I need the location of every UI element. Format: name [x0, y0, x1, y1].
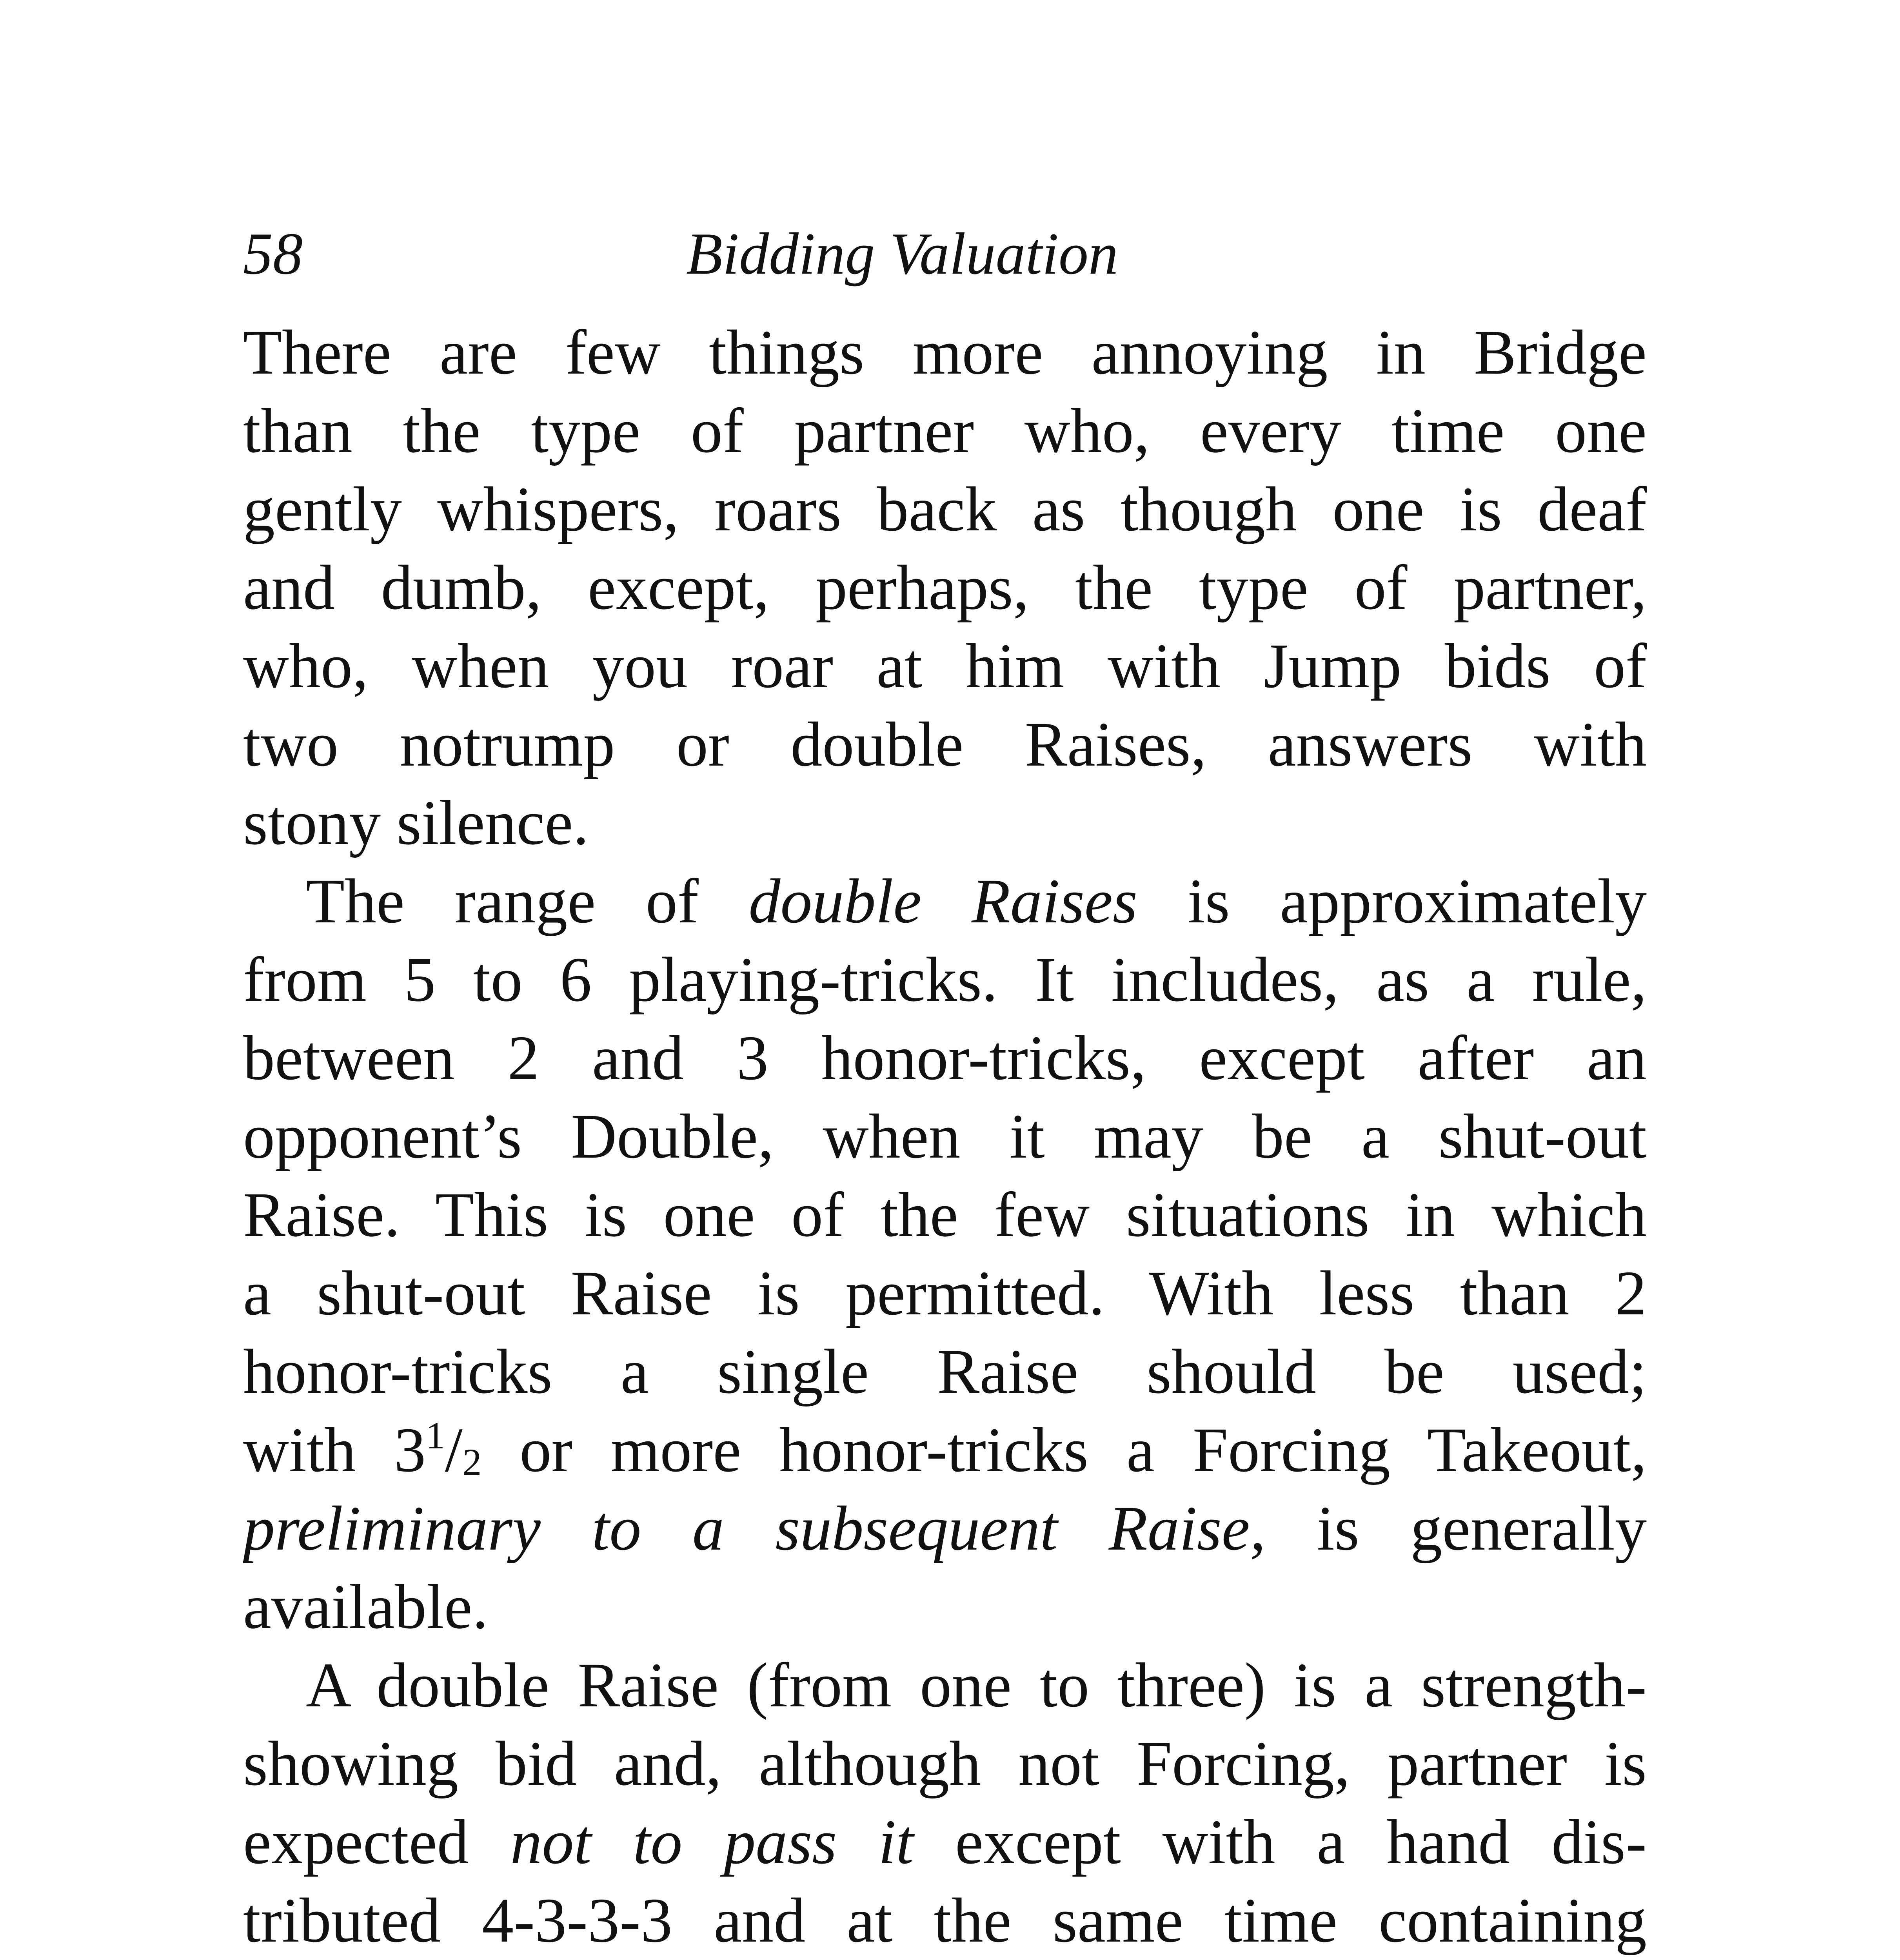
text-run: or more honor-tricks a Forcing Takeout, — [481, 1415, 1647, 1485]
text-line: opponent’s Double, when it may be a shut-out — [243, 1102, 1647, 1172]
page-number: 58 — [243, 221, 303, 287]
text-run: except with a hand dis- — [914, 1807, 1647, 1877]
text-line: honor-tricks a single Raise should be used; — [243, 1337, 1647, 1407]
italic-phrase: double Raises — [748, 866, 1137, 936]
text-line: between 2 and 3 honor-tricks, except after an — [243, 1023, 1647, 1093]
fraction-denominator: 2 — [462, 1441, 482, 1484]
italic-phrase: preliminary to a subsequent Raise, — [243, 1494, 1266, 1564]
text-line: than the type of partner who, every time one — [243, 396, 1647, 466]
text-line: gently whispers, roars back as though one is deaf — [243, 474, 1647, 544]
text-line — [243, 1490, 1647, 1568]
fraction-slash: / — [445, 1415, 463, 1485]
text-line: tributed 4-3-3-3 and at the same time containing — [243, 1886, 1647, 1956]
text-line: Raise. This is one of the few situations in which — [243, 1180, 1647, 1250]
text-line: A double Raise (from one to three) is a strength- — [306, 1650, 1647, 1720]
body-text — [243, 314, 1647, 1960]
running-title: Bidding Valuation — [686, 221, 1118, 287]
text-run: is approximately — [1137, 866, 1647, 936]
text-run: expected — [243, 1807, 510, 1877]
text-line: and dumb, except, perhaps, the type of partner, — [243, 553, 1647, 623]
fraction-numerator: 1 — [426, 1414, 445, 1457]
text-line: stony silence. — [243, 788, 589, 858]
text-line: two notrump or double Raises, answers with — [243, 710, 1647, 780]
text-run: The range of — [306, 866, 749, 936]
italic-phrase: not to pass it — [510, 1807, 914, 1877]
text-line: showing bid and, although not Forcing, partner is — [243, 1729, 1647, 1799]
text-run: with 3 — [243, 1415, 426, 1485]
text-line: available. — [243, 1572, 489, 1642]
text-run: is generally — [1266, 1494, 1647, 1564]
page-header — [243, 220, 1647, 306]
text-line — [243, 862, 1647, 941]
text-line: who, when you roar at him with Jump bids of — [243, 631, 1647, 701]
text-line: a shut-out Raise is permitted. With less than 2 — [243, 1258, 1647, 1328]
text-line: There are few things more annoying in Bridge — [243, 318, 1647, 388]
text-line — [243, 1411, 1647, 1490]
text-line — [243, 1803, 1647, 1882]
text-line: from 5 to 6 playing-tricks. It includes, as a rule, — [243, 945, 1647, 1015]
